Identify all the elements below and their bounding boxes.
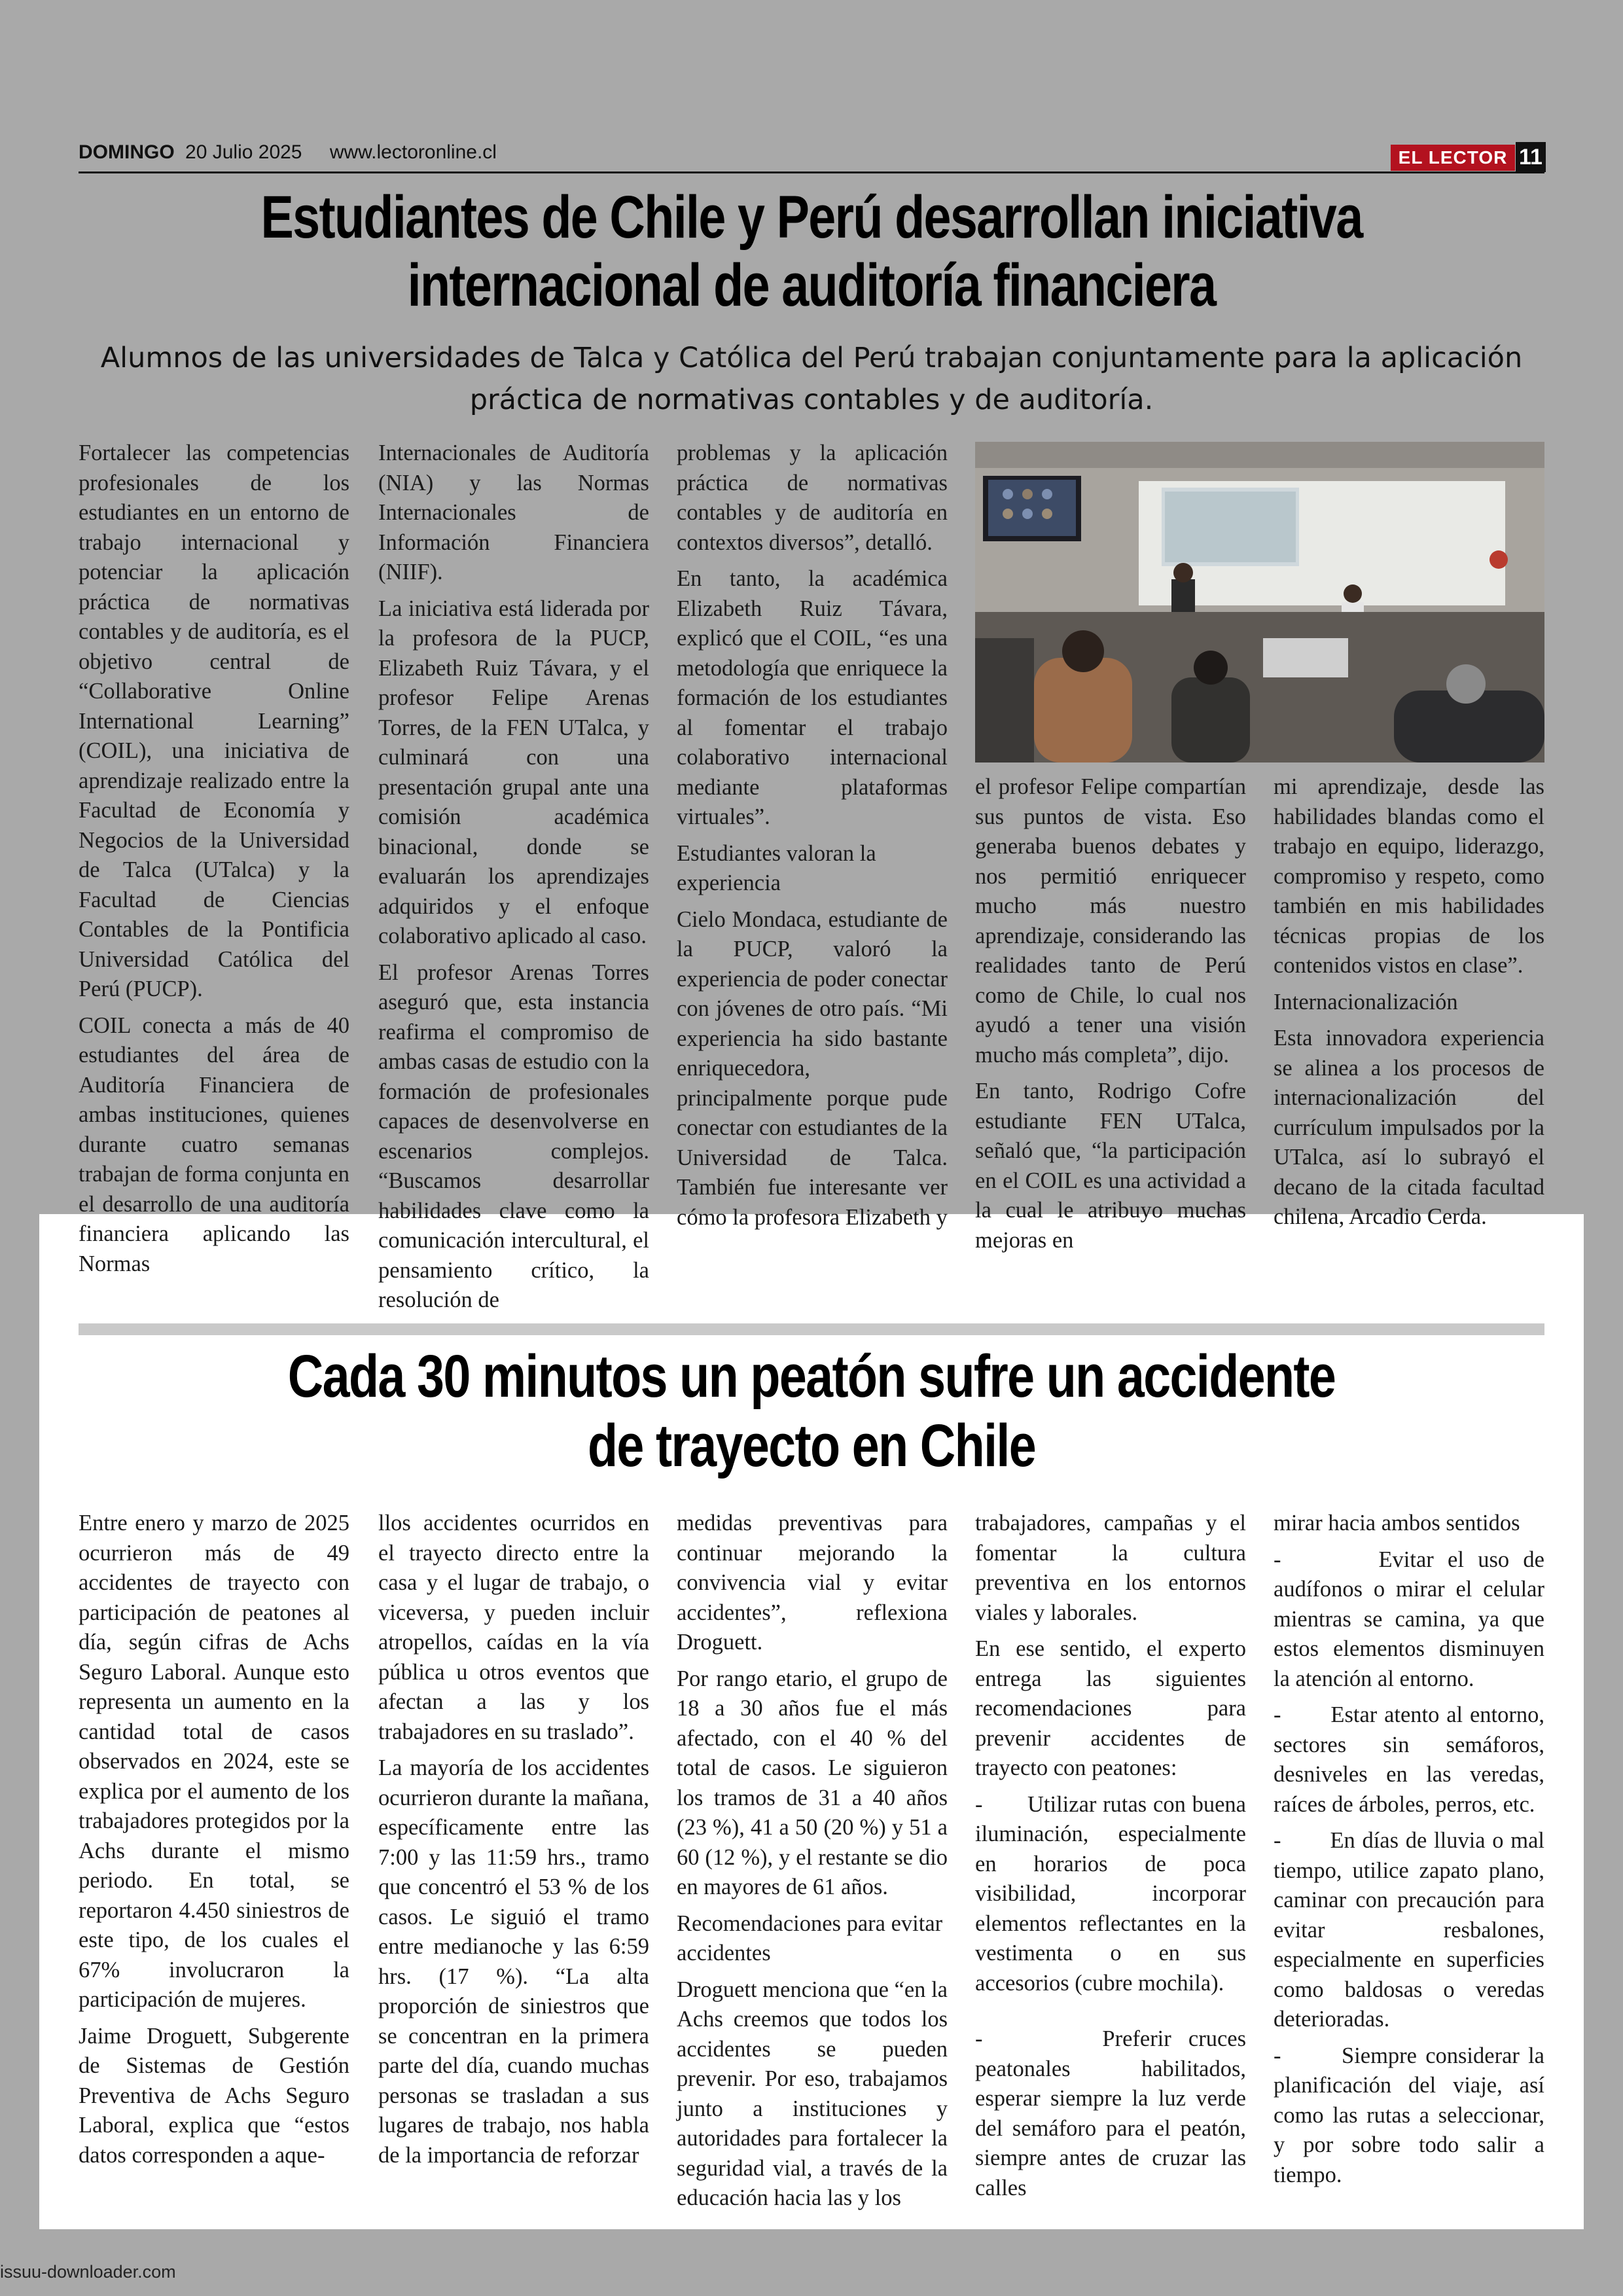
paragraph: Por rango etario, el grupo de 18 a 30 años fue el más afectado, con el 40 % del total de casos. Le siguieron los tramos de 31 a 40 años (23 %), 41 a 50 (20 %) y 51 a 60 (12 %), y el restante se dio en mayores de 61 años. (677, 1666, 948, 1899)
paragraph: mi aprendizaje, desde las habilidades blandas como el trabajo en equipo, liderazgo, compromiso y respeto, como también en mis habilidades técnicas propias de los contenidos vistos en clase”. (1274, 774, 1544, 978)
article1-subtitle-line1: Alumnos de las universidades de Talca y Católica del Perú trabajan conjuntamente para la aplicación (100, 342, 1523, 374)
paragraph: La iniciativa está liderada por la profesora de la PUCP, Elizabeth Ruiz Távara, y el profesor Felipe Arenas Torres, de la FEN UTalca, y culminará con una presentación grupal ante una comisión académica binacional, donde se evaluarán los aprendizajes adquiridos y el enfoque colaborativo aplicado al caso. (378, 596, 649, 948)
list-item: - Siempre considerar la planificación del viaje, así como las rutas a seleccionar, y por sobre todo salir a tiempo. (1274, 2043, 1544, 2187)
section-subheading: Estudiantes valoran la experiencia (677, 840, 876, 895)
article1-column-1 (79, 439, 349, 1285)
paragraph: El profesor Arenas Torres aseguró que, esta instancia reafirma el compromiso de ambas casas de estudio con la formación de profesionales capaces de desenvolverse en escenarios complejos. “Buscamos desarrollar habilidades clave como la comunicación intercultural, el pensamiento crítico, la resolución de (378, 960, 649, 1312)
article1-headline-line2: internacional de auditoría financiera (407, 252, 1216, 319)
list-item: - Evitar el uso de audífonos o mirar el celular mientras se camina, ya que estos elementos disminuyen la atención al entorno. (1274, 1547, 1544, 1691)
article2-headline-line2: de trayecto en Chile (587, 1412, 1036, 1479)
list-item: - En días de lluvia o mal tiempo, utilice zapato plano, caminar con precaución para evitar resbalones, especialmente en superficies como baldosas o veredas deterioradas. (1274, 1828, 1544, 2032)
article2-headline-line1: Cada 30 minutos un peatón sufre un accidente (287, 1343, 1336, 1410)
classroom-photo (975, 442, 1544, 762)
masthead (79, 141, 1544, 171)
list-item: - Estar atento al entorno, sectores sin semáforos, desniveles en las veredas, raíces de árboles, perros, etc. (1274, 1702, 1544, 1817)
classroom-photo-illustration (975, 442, 1544, 762)
paragraph: Cielo Mondaca, estudiante de la PUCP, valoró la experiencia de poder conectar con jóvenes de otro país. “Mi experiencia ha sido bastante enriquecedora, principalmente porque pude conectar con estudiantes de la Universidad de Talca. También fue interesante ver cómo la profesora Elizabeth y (677, 906, 948, 1230)
paragraph: llos accidentes ocurridos en el trayecto directo entre la casa y el lugar de trabajo, o viceversa, y pueden incluir atropellos, caídas en la vía pública u otros eventos que afectan a las y los trabajadores en su traslado”. (378, 1511, 649, 1744)
masthead-rule (79, 171, 1544, 173)
paragraph: el profesor Felipe compartían sus puntos de vista. Eso generaba buenos debates y nos permitió enriquecer mucho más nuestro aprendizaje, considerando las realidades tanto de Perú como de Chile, lo cual nos ayudó a tener una visión mucho más completa”, dijo. (975, 774, 1246, 1067)
article2-column-5 (1274, 1509, 1544, 2197)
newspaper-logo: EL LECTOR (1391, 145, 1515, 171)
paragraph: problemas y la aplicación práctica de normativas contables y de auditoría en contextos diversos”, detalló. (677, 440, 948, 555)
article1-column-5 (1274, 772, 1544, 1239)
masthead-day: DOMINGO (79, 141, 175, 163)
article2-column-3 (677, 1509, 948, 2220)
viewer-bottom-bar (0, 2229, 1623, 2296)
article2-column-1 (79, 1509, 349, 2177)
section-subheading: Internacionalización (1274, 989, 1458, 1014)
source-watermark: issuu-downloader.com (0, 2262, 176, 2282)
paragraph: La mayoría de los accidentes ocurrieron durante la mañana, específicamente entre las 7:00 y las 11:59 hrs., tramo que concentró el 53 % de los casos. Le siguió el tramo entre medianoche y las 6:59 hrs. (17 %). “La alta proporción de siniestros que se concentran en la primera parte del día, cuando muchas personas se trasladan a sus lugares de trabajo, nos habla de la importancia de reforzar (378, 1755, 649, 2168)
article2-headline (211, 1342, 1413, 1480)
paragraph: Entre enero y marzo de 2025 ocurrieron más de 49 accidentes de trayecto con participación de peatones al día, según cifras de Achs Seguro Laboral. Aunque esto representa un aumento en la cantidad total de casos observados en 2024, este se explica por el aumento de los trabajadores protegidos por la Achs durante el mismo periodo. En total, se reportaron 4.450 siniestros de este tipo, de los cuales el 67% involucraron la participación de mujeres. (79, 1511, 349, 2012)
paragraph: En tanto, Rodrigo Cofre estudiante FEN UTalca, señaló que, “la participación en el COIL es una actividad a la cual le atribuyo muchas mejoras en (975, 1079, 1246, 1253)
article1-headline (211, 183, 1413, 319)
list-item: - Preferir cruces peatonales habilitados, esperar siempre la luz verde del semáforo para el peatón, siempre antes de cruzar las calles (975, 2026, 1246, 2200)
masthead-date: 20 Julio 2025 (185, 141, 302, 163)
paragraph: mirar hacia ambos sentidos (1274, 1511, 1520, 1535)
highlight-overlay-edge (0, 1214, 39, 1309)
article1-column-2 (378, 439, 649, 1322)
paragraph: Internacionales de Auditoría (NIA) y las Normas Internacionales de Información Financiera (NIIF). (378, 440, 649, 584)
article-separator (79, 1323, 1544, 1335)
paragraph: trabajadores, campañas y el fomentar la cultura preventiva en los entornos viales y laborales. (975, 1511, 1246, 1625)
paragraph: En tanto, la académica Elizabeth Ruiz Távara, explicó que el COIL, “es una metodología que enriquece la formación de los estudiantes al fomentar el trabajo colaborativo internacional mediante plataformas virtuales”. (677, 566, 948, 829)
paragraph: Jaime Droguett, Subgerente de Sistemas de Gestión Preventiva de Achs Seguro Laboral, explica que “estos datos corresponden a aque- (79, 2023, 349, 2168)
article2-column-4 (975, 1509, 1246, 2210)
paragraph: COIL conecta a más de 40 estudiantes del área de Auditoría Financiera de ambas instituciones, quienes durante cuatro semanas trabajan de forma conjunta en el desarrollo de una auditoría financiera aplicando las Normas (79, 1013, 349, 1276)
article2-column-2 (378, 1509, 649, 2177)
article1-subtitle-line2: práctica de normativas contables y de auditoría. (469, 384, 1154, 416)
page-number: 11 (1516, 142, 1546, 172)
article1-subtitle (79, 337, 1544, 421)
article1-column-3 (677, 439, 948, 1239)
article1-headline-line1: Estudiantes de Chile y Perú desarrollan iniciativa (260, 184, 1363, 251)
masthead-url[interactable]: www.lectoronline.cl (329, 141, 497, 163)
article1-column-4 (975, 772, 1246, 1262)
paragraph: Droguett menciona que “en la Achs creemos que todos los accidentes se pueden prevenir. Por eso, trabajamos junto a instituciones y autoridades para fortalecer la seguridad vial, a través de la educación hacia las y los (677, 1977, 948, 2210)
section-subheading: Recomendaciones para evitar accidentes (677, 1910, 943, 1965)
paragraph: Esta innovadora experiencia se alinea a los procesos de internacionalización del currículum impulsados por la UTalca, así lo subrayó el decano de la citada facultad chilena, Arcadio Cerda. (1274, 1026, 1544, 1229)
paragraph: Fortalecer las competencias profesionales de los estudiantes en un entorno de trabajo internacional y potenciar la aplicación práctica de normativas contables y de auditoría, es el objetivo central de “Collaborative Online International Learning” (COIL), una iniciativa de aprendizaje realizado entre la Facultad de Economía y Negocios de la Universidad de Talca (UTalca) y la Facultad de Ciencias Contables de la Pontificia Universidad Católica del Perú (PUCP). (79, 440, 349, 1001)
list-item: - Utilizar rutas con buena iluminación, especialmente en horarios de poca visibilidad, incorporar elementos reflectantes en la vestimenta o en sus accesorios (cubre mochila). (975, 1791, 1246, 1996)
paragraph: En ese sentido, el experto entrega las siguientes recomendaciones para prevenir accidentes de trayecto con peatones: (975, 1636, 1246, 1780)
paragraph: medidas preventivas para continuar mejorando la convivencia vial y evitar accidentes”, reflexiona Droguett. (677, 1511, 948, 1655)
